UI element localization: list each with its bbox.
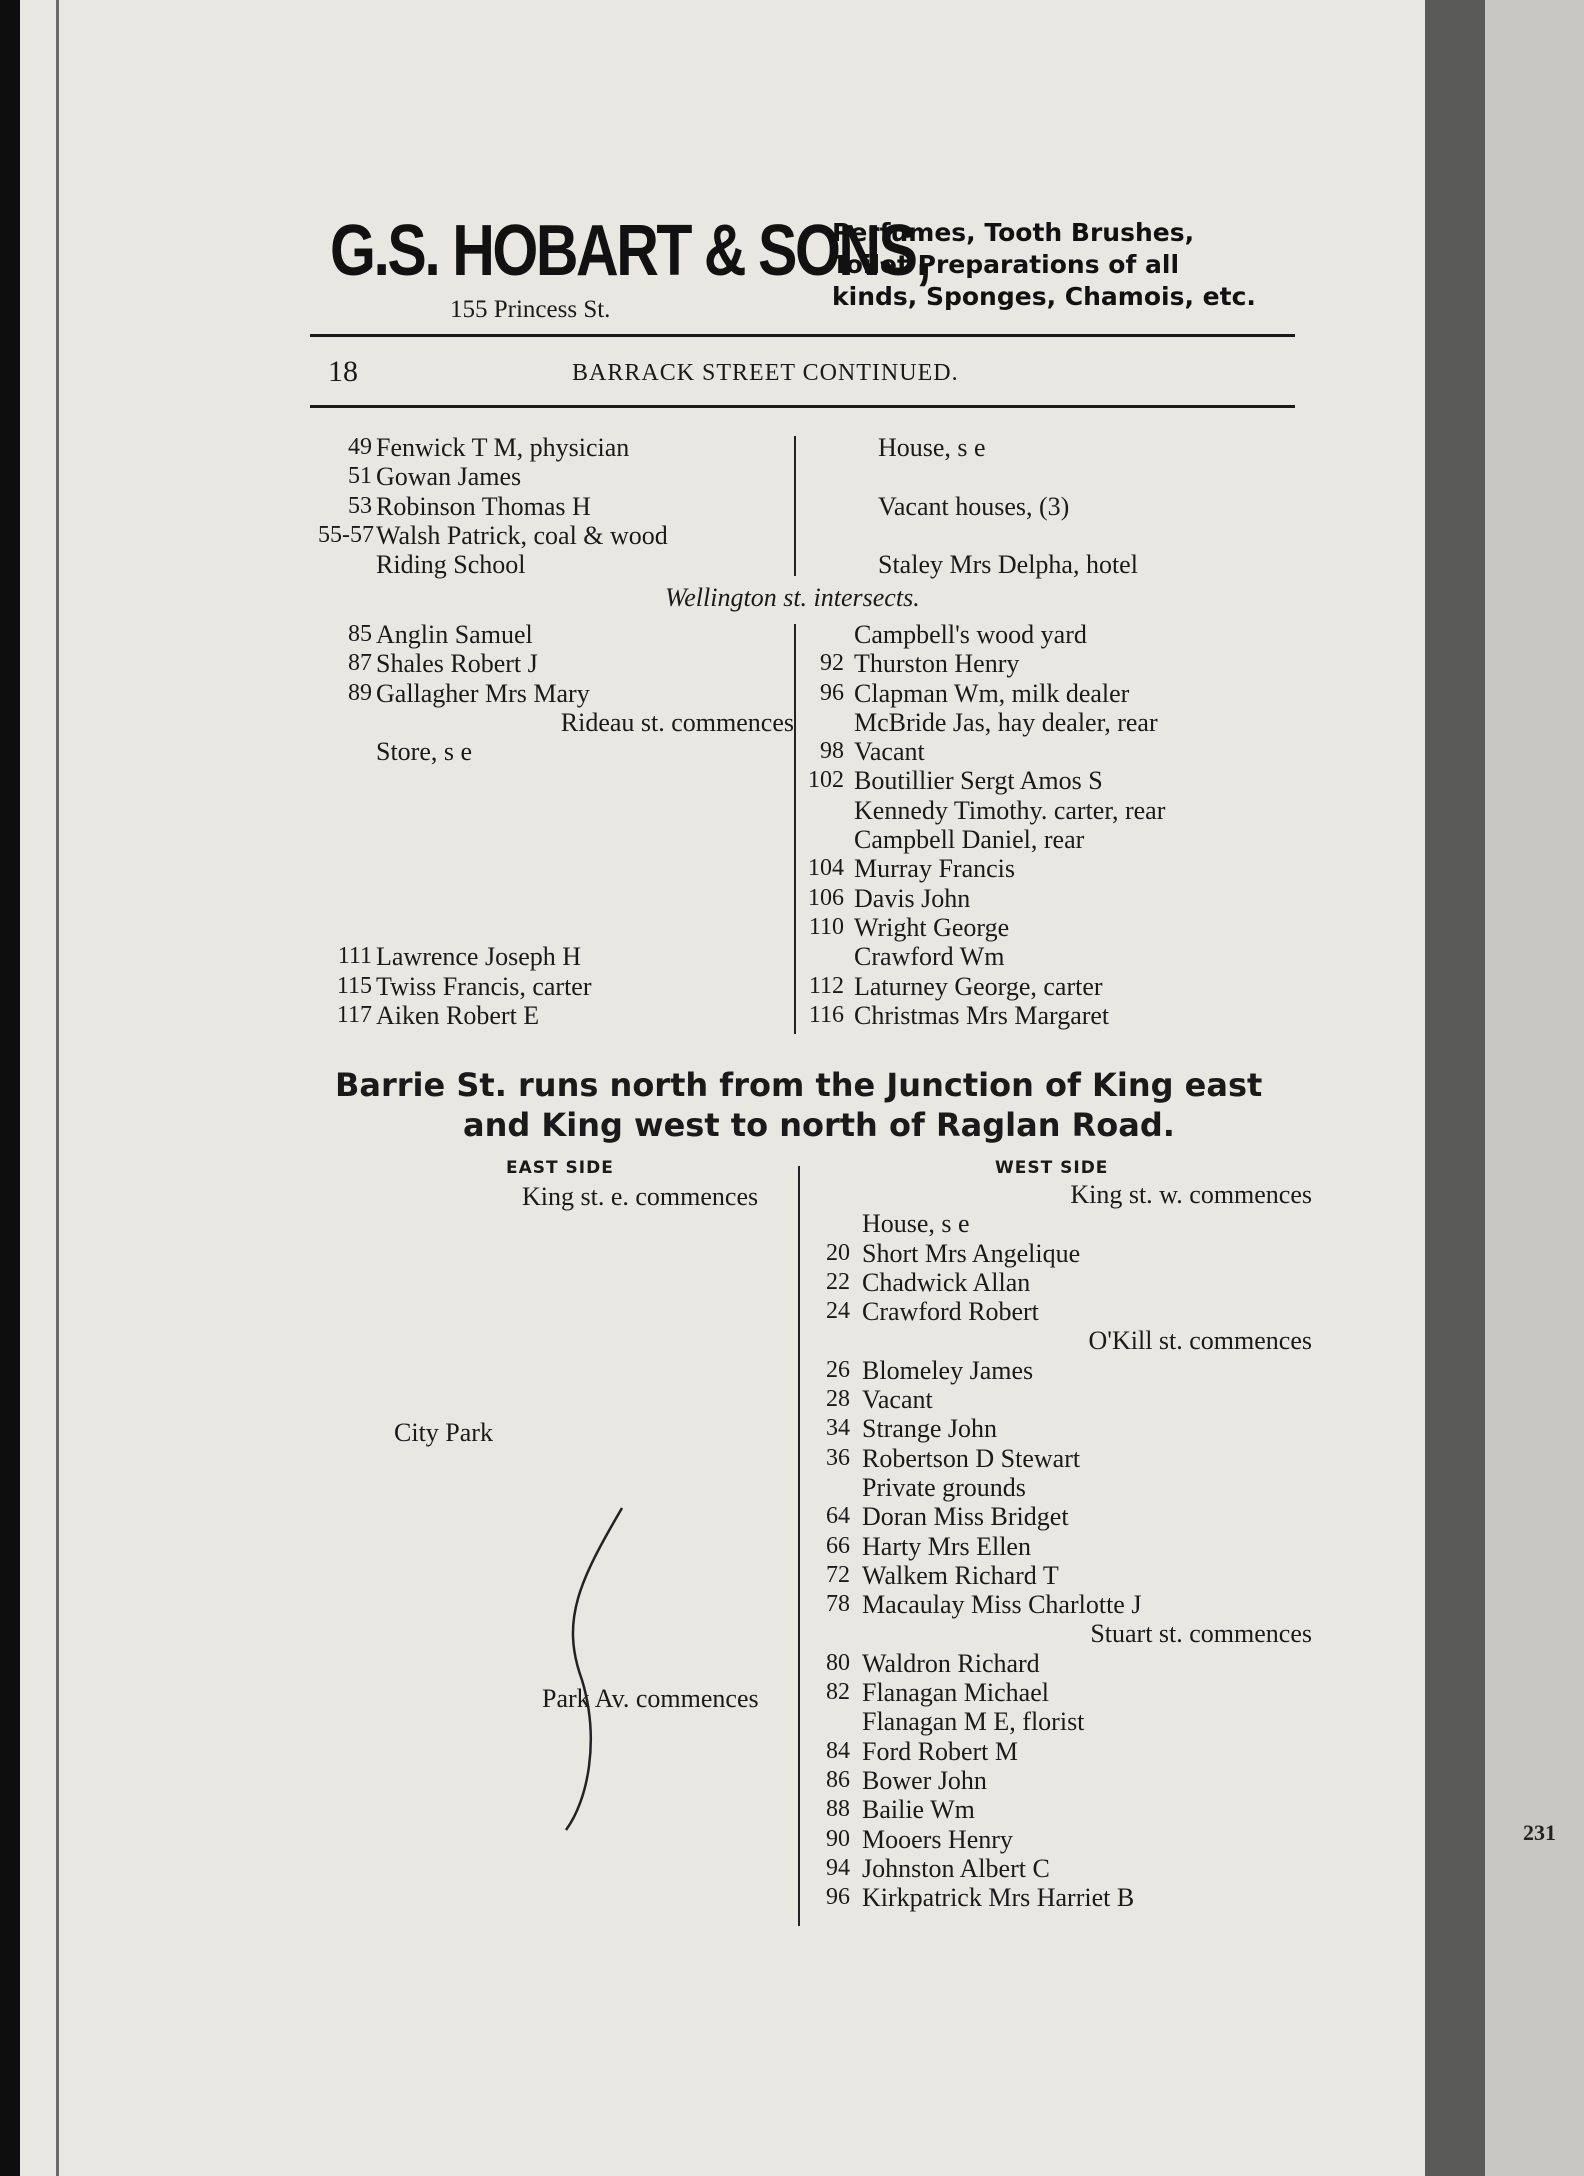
barrie-heading-line-1: Barrie St. runs north from the Junction of King east — [335, 1066, 1263, 1104]
list-item: 36 Robertson D Stewart — [826, 1443, 1081, 1473]
facing-page-number: 231 — [1523, 1820, 1556, 1845]
list-item: 94 Johnston Albert C — [826, 1853, 1050, 1883]
west-side-label: WEST SIDE — [995, 1158, 1109, 1178]
list-item: Vacant houses, (3) — [878, 491, 1070, 521]
section-title: BARRACK STREET CONTINUED. — [572, 360, 959, 386]
list-item: Private grounds — [862, 1472, 1026, 1502]
list-item: 85 Anglin Samuel — [348, 620, 533, 649]
list-item: 112 Laturney George, carter — [808, 971, 1103, 1001]
list-item: Store, s e — [376, 737, 473, 767]
list-item — [318, 766, 798, 795]
advertiser-address: 155 Princess St. — [450, 296, 611, 323]
list-item: 24 Crawford Robert — [826, 1297, 1039, 1327]
list-item: 66 Harty Mrs Ellen — [826, 1531, 1031, 1561]
barrie-heading-line-2: and King west to north of Raglan Road. — [463, 1106, 1175, 1144]
barrack-left-list-2 — [318, 620, 798, 1030]
park-avenue-curve — [560, 1500, 640, 1840]
ad-line-2: Toilet Preparations of all — [832, 250, 1180, 279]
list-item: 115 Twiss Francis, carter — [336, 971, 592, 1001]
list-item: 106 Davis John — [808, 883, 971, 913]
list-item: 51 Gowan James — [348, 462, 522, 492]
directory-page — [20, 0, 1445, 2176]
book-binding-gutter — [1425, 0, 1485, 2176]
barrack-right-list-1 — [830, 433, 1330, 579]
list-item: 82 Flanagan Michael — [826, 1678, 1049, 1708]
list-item: 72 Walkem Richard T — [826, 1560, 1059, 1590]
list-item: 22 Chadwick Allan — [826, 1267, 1031, 1297]
list-item: O'Kill st. commences — [1088, 1326, 1312, 1356]
list-item: House, s e — [862, 1209, 970, 1239]
list-item: 104 Murray Francis — [808, 854, 1016, 884]
column-divider — [794, 624, 796, 1034]
list-item: 111 Lawrence Joseph H — [337, 942, 582, 972]
list-item — [830, 462, 1330, 491]
east-king-commences: King st. e. commences — [522, 1182, 759, 1211]
ad-line-1: Perfumes, Tooth Brushes, — [832, 218, 1195, 247]
list-item: Kennedy Timothy. carter, rear — [854, 795, 1166, 825]
list-item — [830, 521, 1330, 550]
list-item: 80 Waldron Richard — [826, 1648, 1040, 1678]
list-item: Crawford Wm — [854, 942, 1005, 972]
list-item: 98 Vacant — [820, 737, 925, 767]
list-item: 20 Short Mrs Angelique — [826, 1238, 1081, 1268]
advertiser-name: G.S. HOBART & SONS, — [330, 211, 930, 291]
list-item: 88 Bailie Wm — [826, 1795, 975, 1825]
list-item: Campbell Daniel, rear — [854, 825, 1085, 855]
list-item: 53 Robinson Thomas H — [348, 491, 591, 521]
list-item: 89 Gallagher Mrs Mary — [348, 678, 590, 708]
list-item: 26 Blomeley James — [826, 1355, 1034, 1385]
list-item: 86 Bower John — [826, 1765, 987, 1795]
page-number: 18 — [328, 355, 358, 388]
list-item — [318, 913, 798, 942]
list-item: Rideau st. commences — [560, 707, 794, 737]
list-item: 34 Strange John — [826, 1414, 998, 1444]
list-item: Campbell's wood yard — [854, 620, 1087, 649]
list-item: Flanagan M E, florist — [862, 1707, 1085, 1737]
header-rule — [310, 334, 1295, 337]
intersection-note: Wellington st. intersects. — [665, 583, 920, 612]
list-item: 78 Macaulay Miss Charlotte J — [826, 1590, 1142, 1620]
list-item: 96 Clapman Wm, milk dealer — [820, 678, 1130, 708]
list-item: McBride Jas, hay dealer, rear — [854, 707, 1158, 737]
list-item: 49 Fenwick T M, physician — [348, 433, 630, 462]
ad-line-3: kinds, Sponges, Chamois, etc. — [832, 282, 1256, 311]
list-item: 28 Vacant — [826, 1385, 933, 1415]
east-side-label: EAST SIDE — [506, 1158, 614, 1178]
list-item: 90 Mooers Henry — [826, 1824, 1013, 1854]
list-item: 55-57 Walsh Patrick, coal & wood — [318, 520, 668, 550]
facing-page-edge — [1485, 0, 1584, 2176]
barrie-west-list — [802, 1180, 1312, 1912]
list-item: King st. w. commences — [1070, 1180, 1312, 1209]
list-item — [318, 854, 798, 883]
list-item: 117 Aiken Robert E — [336, 1000, 540, 1030]
list-item — [318, 884, 798, 913]
column-divider — [794, 436, 796, 576]
list-item: 92 Thurston Henry — [820, 649, 1020, 679]
list-item: 102 Boutillier Sergt Amos S — [808, 766, 1103, 796]
list-item: 84 Ford Robert M — [826, 1736, 1018, 1766]
list-item — [318, 796, 798, 825]
barrack-right-list-2 — [798, 620, 1338, 1030]
list-item: 110 Wright George — [808, 912, 1010, 942]
list-item: 64 Doran Miss Bridget — [826, 1502, 1069, 1532]
list-item: 116 Christmas Mrs Margaret — [808, 1000, 1110, 1030]
list-item: 87 Shales Robert J — [348, 649, 538, 679]
barrack-left-list-1 — [318, 433, 798, 579]
section-rule — [310, 405, 1295, 408]
list-item: Staley Mrs Delpha, hotel — [878, 550, 1138, 580]
east-city-park: City Park — [394, 1418, 493, 1447]
list-item: Riding School — [376, 550, 526, 580]
list-item: House, s e — [878, 433, 986, 462]
east-park-av-commences: Park Av. commences — [542, 1684, 759, 1713]
list-item — [318, 825, 798, 854]
list-item: Stuart st. commences — [1090, 1619, 1312, 1649]
column-divider — [798, 1166, 800, 1926]
page-border-line — [56, 0, 59, 2176]
list-item: 96 Kirkpatrick Mrs Harriet B — [826, 1883, 1135, 1913]
